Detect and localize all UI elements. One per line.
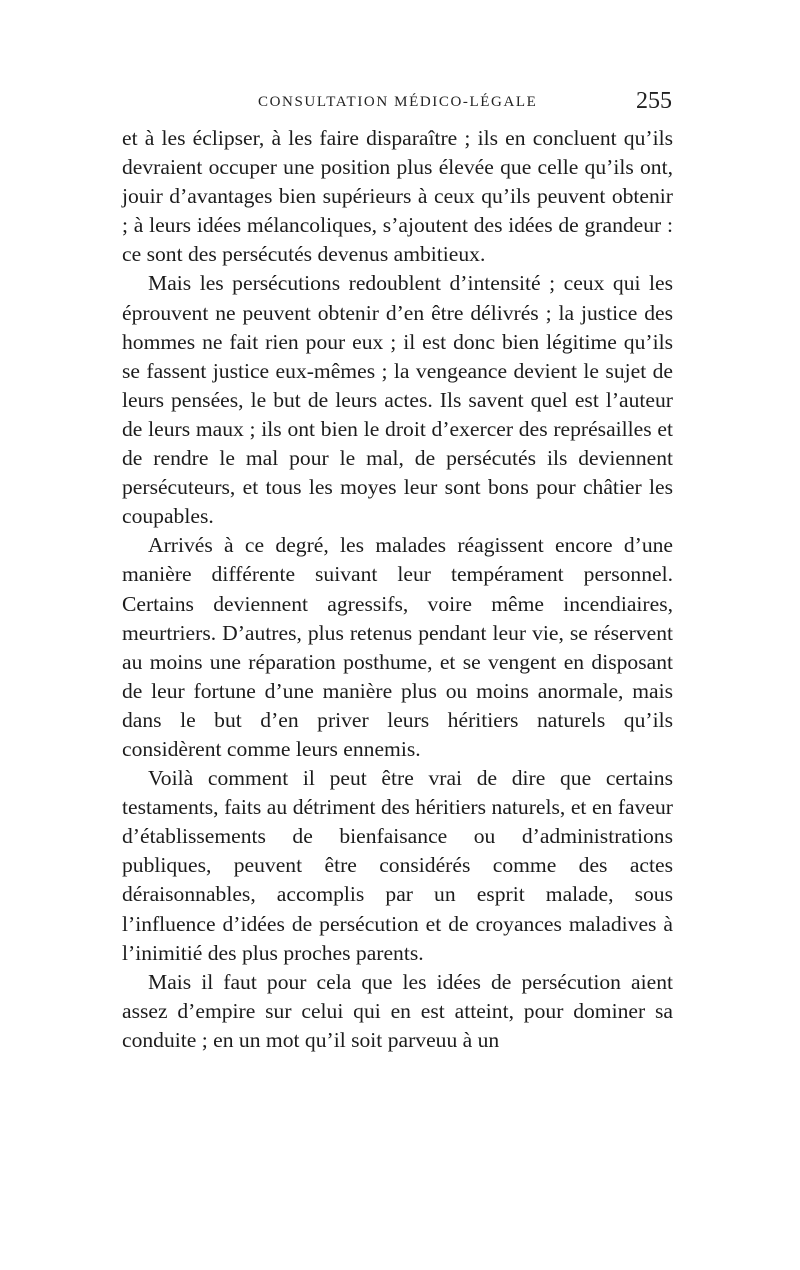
running-title: CONSULTATION MÉDICO-LÉGALE [258,94,538,110]
paragraph: Mais il faut pour cela que les idées de persécution aient assez d’empire sur celui qui en est atteint, pour dominer sa conduite ; en un mot qu’il soit parveuu à un [122,969,673,1052]
paragraph: Voilà comment il peut être vrai de dire que certains testaments, faits au détriment des héritiers naturels, et en faveur d’établissements de bienfaisance ou d’administrations publiques, peuvent être considérés comme des actes déraisonnables, accomplis par un esprit malade, sous l’influence d’idées de persécution et de croyances maladives à l’inimitié des plus proches parents. [122,766,673,965]
body-text [122,124,673,1055]
page-number: 255 [636,88,672,114]
paragraph: Arrivés à ce degré, les malades réagissent encore d’une manière différente suivant leur tempérament personnel. Certains deviennent agressifs, voire même incendiaires, meurtriers. D’autres, plus retenus pendant leur vie, se réservent au moins une réparation posthume, et se vengent en disposant de leur fortune d’une manière plus ou moins anormale, mais dans le but d’en priver leurs héritiers naturels qu’ils considèrent comme leurs ennemis. [122,533,673,761]
paragraph: Mais les persécutions redoublent d’intensité ; ceux qui les éprouvent ne peuvent obtenir d’en être délivrés ; la justice des hommes ne fait rien pour eux ; il est donc bien légitime qu’ils se fassent justice eux-mêmes ; la vengeance devient le sujet de leurs pensées, le but de leurs actes. Ils savent quel est l’auteur de leurs maux ; ils ont bien le droit d’exercer des représailles et de rendre le mal pour le mal, de persécutés ils deviennent persécuteurs, et tous les moyes leur sont bons pour châtier les coupables. [122,271,673,529]
paragraph-continuation: et à les éclipser, à les faire disparaître ; ils en concluent qu’ils devraient occuper une position plus élevée que celle qu’ils ont, jouir d’avantages bien supérieurs à ceux qu’ils peuvent obtenir ; à leurs idées mélancoliques, s’ajoutent des idées de grandeur : ce sont des persécutés devenus ambitieux. [122,126,673,267]
running-head [122,88,678,122]
